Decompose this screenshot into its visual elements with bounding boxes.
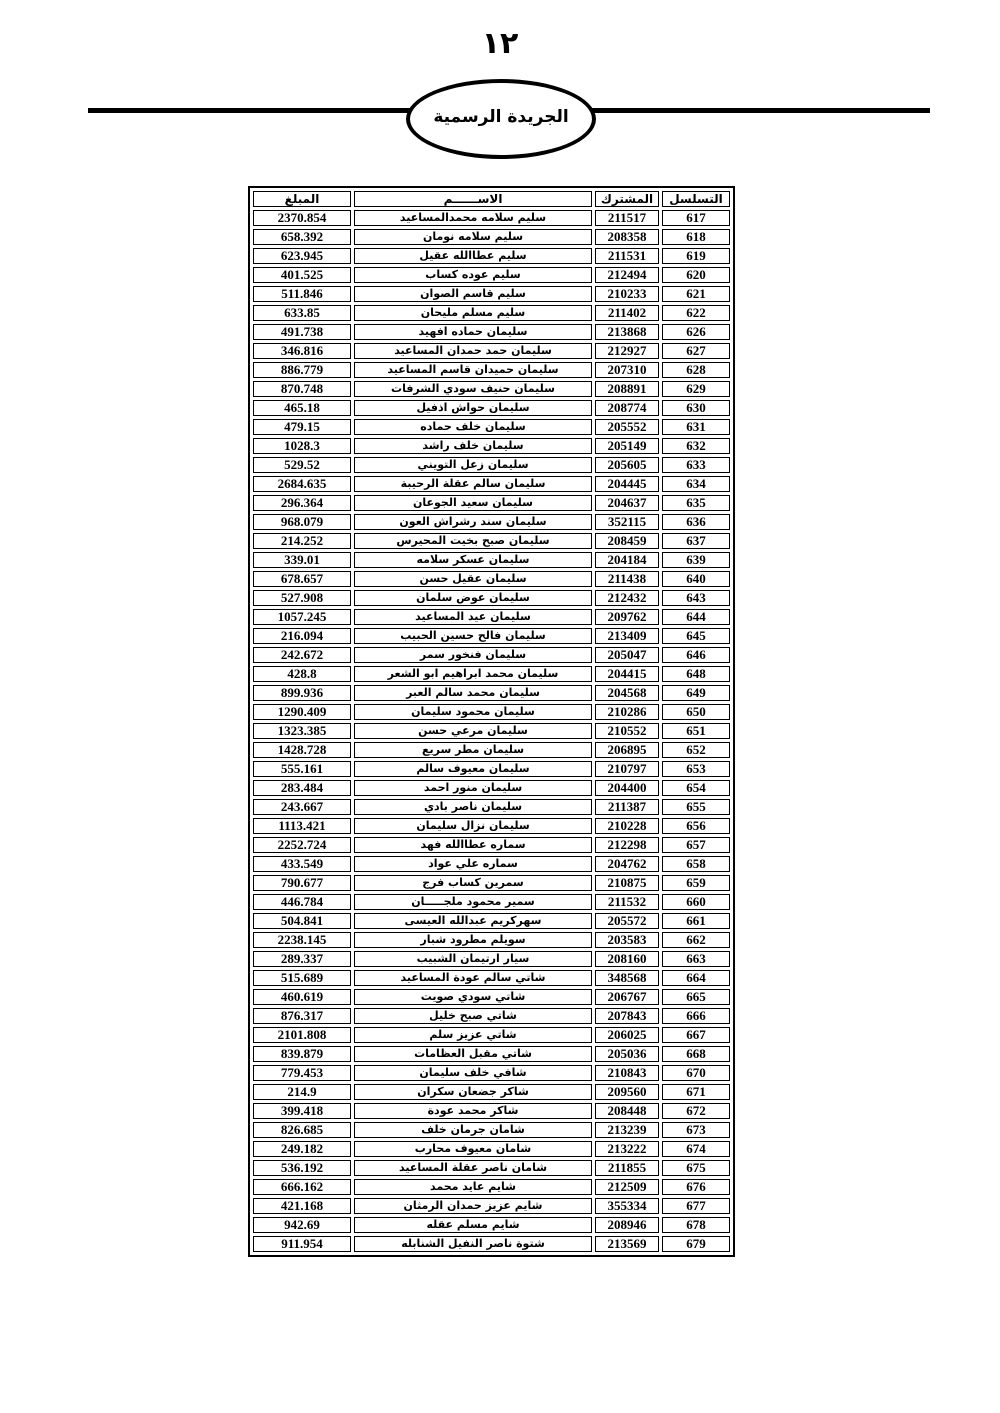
subscriber-cell: 213868	[595, 324, 659, 340]
name-cell: شاتي سودي صويت	[354, 989, 592, 1005]
name-cell: شاتي عزيز سلم	[354, 1027, 592, 1043]
subscriber-cell: 208358	[595, 229, 659, 245]
serial-cell: 663	[662, 951, 730, 967]
serial-cell: 631	[662, 419, 730, 435]
table-row	[253, 343, 730, 359]
table-row	[253, 1179, 730, 1195]
subscriber-cell: 210843	[595, 1065, 659, 1081]
subscriber-cell: 209560	[595, 1084, 659, 1100]
table-row	[253, 818, 730, 834]
name-cell: سليمان سند رشراش العون	[354, 514, 592, 530]
serial-cell: 618	[662, 229, 730, 245]
amount-cell: 296.364	[253, 495, 351, 511]
table-row	[253, 1160, 730, 1176]
table-row	[253, 1046, 730, 1062]
amount-cell: 479.15	[253, 419, 351, 435]
table-row	[253, 989, 730, 1005]
amount-cell: 460.619	[253, 989, 351, 1005]
amount-cell: 899.936	[253, 685, 351, 701]
subscriber-cell: 204568	[595, 685, 659, 701]
amount-cell: 876.317	[253, 1008, 351, 1024]
subscriber-cell: 213222	[595, 1141, 659, 1157]
table-row	[253, 799, 730, 815]
name-cell: سليمان حنيف سودي الشرفات	[354, 381, 592, 397]
serial-cell: 633	[662, 457, 730, 473]
subscriber-cell: 211532	[595, 894, 659, 910]
subscriber-cell: 203583	[595, 932, 659, 948]
serial-cell: 621	[662, 286, 730, 302]
serial-cell: 645	[662, 628, 730, 644]
amount-cell: 214.9	[253, 1084, 351, 1100]
name-cell: سليمان مطر سريع	[354, 742, 592, 758]
table-row	[253, 229, 730, 245]
table-row	[253, 1084, 730, 1100]
serial-cell: 627	[662, 343, 730, 359]
table-header-row	[253, 191, 730, 207]
serial-cell: 629	[662, 381, 730, 397]
name-cell: سليمان مرعي حسن	[354, 723, 592, 739]
serial-cell: 660	[662, 894, 730, 910]
amount-cell: 401.525	[253, 267, 351, 283]
subscriber-cell: 210875	[595, 875, 659, 891]
subscriber-cell: 208891	[595, 381, 659, 397]
table-row	[253, 932, 730, 948]
amount-cell: 1323.385	[253, 723, 351, 739]
table-row	[253, 1008, 730, 1024]
subscriber-cell: 208946	[595, 1217, 659, 1233]
name-cell: سليمان ناصر بادي	[354, 799, 592, 815]
name-cell: شامان جرمان خلف	[354, 1122, 592, 1138]
amount-cell: 242.672	[253, 647, 351, 663]
table-row	[253, 875, 730, 891]
amount-cell: 658.392	[253, 229, 351, 245]
serial-cell: 671	[662, 1084, 730, 1100]
name-cell: سليمان عسكر سلامه	[354, 552, 592, 568]
amount-cell: 465.18	[253, 400, 351, 416]
subscriber-cell: 208459	[595, 533, 659, 549]
subscriber-cell: 212927	[595, 343, 659, 359]
name-cell: سمير محمود ملجـــــان	[354, 894, 592, 910]
subscriber-cell: 213409	[595, 628, 659, 644]
subscriber-cell: 205149	[595, 438, 659, 454]
subscriber-cell: 212432	[595, 590, 659, 606]
amount-cell: 1028.3	[253, 438, 351, 454]
subscriber-cell: 204415	[595, 666, 659, 682]
amount-cell: 515.689	[253, 970, 351, 986]
table-row	[253, 248, 730, 264]
serial-cell: 622	[662, 305, 730, 321]
amount-cell: 346.816	[253, 343, 351, 359]
serial-cell: 657	[662, 837, 730, 853]
name-cell: سليمان منور احمد	[354, 780, 592, 796]
table-row	[253, 1141, 730, 1157]
table-row	[253, 761, 730, 777]
subscriber-cell: 211438	[595, 571, 659, 587]
serial-cell: 655	[662, 799, 730, 815]
subscriber-cell: 212298	[595, 837, 659, 853]
serial-cell: 640	[662, 571, 730, 587]
name-cell: سليمان عقيل حسن	[354, 571, 592, 587]
serial-cell: 676	[662, 1179, 730, 1195]
amount-cell: 428.8	[253, 666, 351, 682]
table-row	[253, 571, 730, 587]
name-cell: سيار ارتيمان الشبيب	[354, 951, 592, 967]
serial-cell: 639	[662, 552, 730, 568]
table-row	[253, 210, 730, 226]
table-row	[253, 324, 730, 340]
header-subscriber: المشترك	[595, 191, 659, 207]
amount-cell: 886.779	[253, 362, 351, 378]
name-cell: شايم عايد محمد	[354, 1179, 592, 1195]
table-row	[253, 552, 730, 568]
subscriber-cell: 205572	[595, 913, 659, 929]
table-row	[253, 837, 730, 853]
subscriber-cell: 210233	[595, 286, 659, 302]
name-cell: سليم قاسم الصوان	[354, 286, 592, 302]
name-cell: شايم عزيز حمدان الرمثان	[354, 1198, 592, 1214]
table-row	[253, 305, 730, 321]
amount-cell: 2252.724	[253, 837, 351, 853]
amount-cell: 491.738	[253, 324, 351, 340]
serial-cell: 626	[662, 324, 730, 340]
name-cell: سليمان حمد حمدان المساعيد	[354, 343, 592, 359]
table-row	[253, 1027, 730, 1043]
subscriber-cell: 212509	[595, 1179, 659, 1195]
table-row	[253, 381, 730, 397]
amount-cell: 826.685	[253, 1122, 351, 1138]
name-cell: سليم سلامه نومان	[354, 229, 592, 245]
name-cell: سليمان عيد المساعيد	[354, 609, 592, 625]
amount-cell: 249.182	[253, 1141, 351, 1157]
serial-cell: 668	[662, 1046, 730, 1062]
subscriber-cell: 211402	[595, 305, 659, 321]
name-cell: شاتي مقبل العظامات	[354, 1046, 592, 1062]
amount-cell: 870.748	[253, 381, 351, 397]
banner-title: الجريدة الرسمية	[433, 107, 569, 127]
name-cell: سليمان محمود سليمان	[354, 704, 592, 720]
serial-cell: 619	[662, 248, 730, 264]
amount-cell: 968.079	[253, 514, 351, 530]
table-row	[253, 476, 730, 492]
amount-cell: 504.841	[253, 913, 351, 929]
name-cell: سمرين كساب فرج	[354, 875, 592, 891]
table-row	[253, 590, 730, 606]
subscribers-table	[248, 186, 735, 1257]
table-row	[253, 1103, 730, 1119]
table-row	[253, 628, 730, 644]
subscriber-cell: 348568	[595, 970, 659, 986]
name-cell: شاتي صبح خليل	[354, 1008, 592, 1024]
serial-cell: 678	[662, 1217, 730, 1233]
name-cell: سليمان صبح بخيت المحيرس	[354, 533, 592, 549]
serial-cell: 648	[662, 666, 730, 682]
amount-cell: 942.69	[253, 1217, 351, 1233]
table-row	[253, 780, 730, 796]
subscriber-cell: 205036	[595, 1046, 659, 1062]
subscriber-cell: 207310	[595, 362, 659, 378]
subscriber-cell: 211387	[595, 799, 659, 815]
amount-cell: 283.484	[253, 780, 351, 796]
table-row	[253, 609, 730, 625]
table-row	[253, 951, 730, 967]
name-cell: سهركريم عبدالله العيسى	[354, 913, 592, 929]
serial-cell: 634	[662, 476, 730, 492]
amount-cell: 2684.635	[253, 476, 351, 492]
table-row	[253, 419, 730, 435]
table-row	[253, 913, 730, 929]
table-row	[253, 1198, 730, 1214]
page-number: ١٢	[481, 26, 519, 61]
name-cell: سليمان نزال سليمان	[354, 818, 592, 834]
amount-cell: 2238.145	[253, 932, 351, 948]
amount-cell: 421.168	[253, 1198, 351, 1214]
amount-cell: 623.945	[253, 248, 351, 264]
amount-cell: 911.954	[253, 1236, 351, 1252]
header-name: الاســــــم	[354, 191, 592, 207]
banner-ellipse	[406, 79, 596, 159]
serial-cell: 630	[662, 400, 730, 416]
serial-cell: 667	[662, 1027, 730, 1043]
amount-cell: 555.161	[253, 761, 351, 777]
serial-cell: 636	[662, 514, 730, 530]
table-row	[253, 438, 730, 454]
table-row	[253, 742, 730, 758]
amount-cell: 433.549	[253, 856, 351, 872]
amount-cell: 633.85	[253, 305, 351, 321]
name-cell: سليمان خلف راشد	[354, 438, 592, 454]
name-cell: سليمان حواش اذفيل	[354, 400, 592, 416]
name-cell: سليمان سعيد الجوعان	[354, 495, 592, 511]
name-cell: سليم عطاالله عقيل	[354, 248, 592, 264]
name-cell: سليم مسلم مليحان	[354, 305, 592, 321]
table-row	[253, 495, 730, 511]
serial-cell: 674	[662, 1141, 730, 1157]
serial-cell: 632	[662, 438, 730, 454]
serial-cell: 649	[662, 685, 730, 701]
name-cell: سليمان فنخور سمر	[354, 647, 592, 663]
table-row	[253, 286, 730, 302]
name-cell: سليمان زعل التويني	[354, 457, 592, 473]
amount-cell: 527.908	[253, 590, 351, 606]
serial-cell: 679	[662, 1236, 730, 1252]
table-row	[253, 856, 730, 872]
subscriber-cell: 206895	[595, 742, 659, 758]
name-cell: شاتي سالم عودة المساعيد	[354, 970, 592, 986]
amount-cell: 446.784	[253, 894, 351, 910]
table-row	[253, 685, 730, 701]
subscriber-cell: 213569	[595, 1236, 659, 1252]
amount-cell: 243.667	[253, 799, 351, 815]
serial-cell: 617	[662, 210, 730, 226]
name-cell: سليمان خلف حماده	[354, 419, 592, 435]
name-cell: شاكر محمد عودة	[354, 1103, 592, 1119]
table-row	[253, 362, 730, 378]
amount-cell: 2101.808	[253, 1027, 351, 1043]
subscriber-cell: 210797	[595, 761, 659, 777]
name-cell: شتوة ناصر النفيل الشنابله	[354, 1236, 592, 1252]
serial-cell: 673	[662, 1122, 730, 1138]
amount-cell: 1057.245	[253, 609, 351, 625]
name-cell: سليم عوده كساب	[354, 267, 592, 283]
table-row	[253, 1217, 730, 1233]
header-serial: التسلسل	[662, 191, 730, 207]
table-row	[253, 647, 730, 663]
serial-cell: 643	[662, 590, 730, 606]
name-cell: سليمان عوض سلمان	[354, 590, 592, 606]
serial-cell: 677	[662, 1198, 730, 1214]
serial-cell: 661	[662, 913, 730, 929]
subscriber-cell: 204445	[595, 476, 659, 492]
amount-cell: 666.162	[253, 1179, 351, 1195]
amount-cell: 536.192	[253, 1160, 351, 1176]
subscriber-cell: 211531	[595, 248, 659, 264]
name-cell: شامان معيوف محارب	[354, 1141, 592, 1157]
subscriber-cell: 212494	[595, 267, 659, 283]
subscriber-cell: 206025	[595, 1027, 659, 1043]
serial-cell: 666	[662, 1008, 730, 1024]
table-row	[253, 723, 730, 739]
subscriber-cell: 355334	[595, 1198, 659, 1214]
header-amount: المبلغ	[253, 191, 351, 207]
amount-cell: 1290.409	[253, 704, 351, 720]
amount-cell: 1428.728	[253, 742, 351, 758]
subscriber-cell: 206767	[595, 989, 659, 1005]
subscriber-cell: 208774	[595, 400, 659, 416]
amount-cell: 790.677	[253, 875, 351, 891]
amount-cell: 214.252	[253, 533, 351, 549]
name-cell: شايم مسلم عقله	[354, 1217, 592, 1233]
table-row	[253, 970, 730, 986]
subscriber-cell: 204637	[595, 495, 659, 511]
serial-cell: 675	[662, 1160, 730, 1176]
serial-cell: 664	[662, 970, 730, 986]
table-row	[253, 704, 730, 720]
name-cell: شافي خلف سليمان	[354, 1065, 592, 1081]
amount-cell: 779.453	[253, 1065, 351, 1081]
amount-cell: 529.52	[253, 457, 351, 473]
amount-cell: 399.418	[253, 1103, 351, 1119]
name-cell: سماره علي عواد	[354, 856, 592, 872]
subscriber-cell: 205605	[595, 457, 659, 473]
subscriber-cell: 208160	[595, 951, 659, 967]
subscriber-cell: 213239	[595, 1122, 659, 1138]
name-cell: سويلم مطرود شبار	[354, 932, 592, 948]
table-row	[253, 894, 730, 910]
amount-cell: 511.846	[253, 286, 351, 302]
table-row	[253, 1122, 730, 1138]
subscriber-cell: 205552	[595, 419, 659, 435]
amount-cell: 1113.421	[253, 818, 351, 834]
name-cell: شامان ناصر عقلة المساعيد	[354, 1160, 592, 1176]
serial-cell: 659	[662, 875, 730, 891]
serial-cell: 672	[662, 1103, 730, 1119]
table-row	[253, 400, 730, 416]
subscriber-cell: 205047	[595, 647, 659, 663]
amount-cell: 216.094	[253, 628, 351, 644]
serial-cell: 652	[662, 742, 730, 758]
amount-cell: 2370.854	[253, 210, 351, 226]
table-row	[253, 267, 730, 283]
table-row	[253, 1236, 730, 1252]
subscriber-cell: 204184	[595, 552, 659, 568]
name-cell: سليمان حماده افهيد	[354, 324, 592, 340]
name-cell: سليمان سالم عقلة الرحيبة	[354, 476, 592, 492]
table-row	[253, 1065, 730, 1081]
name-cell: سليمان حميدان قاسم المساعيد	[354, 362, 592, 378]
serial-cell: 635	[662, 495, 730, 511]
amount-cell: 289.337	[253, 951, 351, 967]
table-row	[253, 514, 730, 530]
serial-cell: 670	[662, 1065, 730, 1081]
serial-cell: 651	[662, 723, 730, 739]
serial-cell: 653	[662, 761, 730, 777]
table-row	[253, 533, 730, 549]
subscriber-cell: 211855	[595, 1160, 659, 1176]
subscriber-cell: 210228	[595, 818, 659, 834]
subscriber-cell: 209762	[595, 609, 659, 625]
name-cell: سليم سلامه محمدالمساعيد	[354, 210, 592, 226]
table-row	[253, 666, 730, 682]
serial-cell: 646	[662, 647, 730, 663]
subscriber-cell: 204400	[595, 780, 659, 796]
subscriber-cell: 210552	[595, 723, 659, 739]
name-cell: سليمان فالح حسين الحبيب	[354, 628, 592, 644]
subscriber-cell: 208448	[595, 1103, 659, 1119]
subscriber-cell: 352115	[595, 514, 659, 530]
subscriber-cell: 204762	[595, 856, 659, 872]
subscriber-cell: 207843	[595, 1008, 659, 1024]
name-cell: شاكر جضعان سكران	[354, 1084, 592, 1100]
name-cell: سليمان محمد ابراهيم ابو الشعر	[354, 666, 592, 682]
amount-cell: 678.657	[253, 571, 351, 587]
serial-cell: 644	[662, 609, 730, 625]
subscriber-cell: 210286	[595, 704, 659, 720]
name-cell: سليمان محمد سالم العبر	[354, 685, 592, 701]
table-row	[253, 457, 730, 473]
serial-cell: 658	[662, 856, 730, 872]
serial-cell: 654	[662, 780, 730, 796]
amount-cell: 839.879	[253, 1046, 351, 1062]
serial-cell: 620	[662, 267, 730, 283]
serial-cell: 656	[662, 818, 730, 834]
name-cell: سماره عطاالله فهد	[354, 837, 592, 853]
serial-cell: 637	[662, 533, 730, 549]
serial-cell: 662	[662, 932, 730, 948]
amount-cell: 339.01	[253, 552, 351, 568]
name-cell: سليمان معيوف سالم	[354, 761, 592, 777]
serial-cell: 665	[662, 989, 730, 1005]
serial-cell: 628	[662, 362, 730, 378]
serial-cell: 650	[662, 704, 730, 720]
subscriber-cell: 211517	[595, 210, 659, 226]
